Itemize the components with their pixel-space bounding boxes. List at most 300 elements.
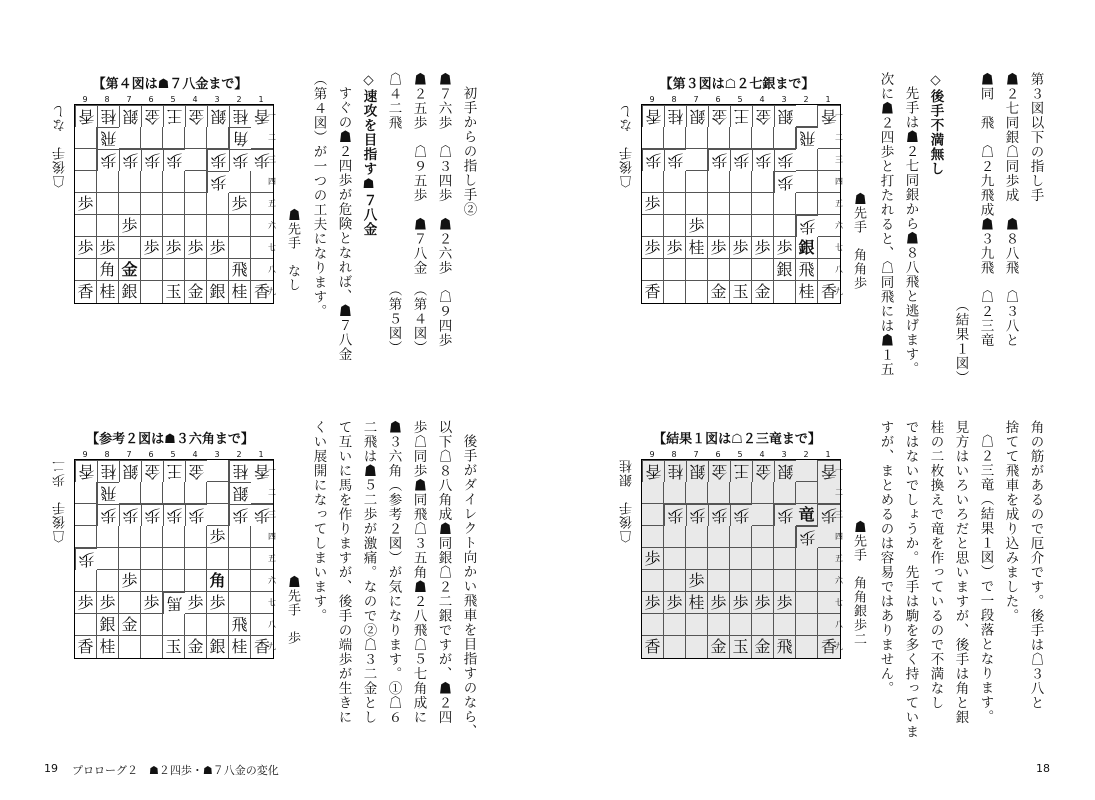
- file-number: 8: [104, 450, 110, 459]
- text-left-bottom-line-6: て互いに馬を作りますが、後手の端歩が生きに: [335, 420, 352, 725]
- gote-piece: 金: [752, 460, 774, 482]
- board-square: [185, 215, 207, 237]
- text-left-bottom-line-1: 後手がダイレクト向かい飛車を目指すのなら、: [460, 434, 477, 739]
- sente-piece: 金: [185, 636, 207, 658]
- board-square: [141, 482, 163, 504]
- board-square: [229, 237, 251, 259]
- gote-piece: 金: [185, 105, 207, 127]
- board-res1-sente-hand: ☗先手 角角銀歩二: [851, 520, 866, 646]
- gote-piece: 歩: [708, 504, 730, 526]
- sente-piece: 歩: [708, 237, 730, 259]
- sente-piece: 歩: [642, 548, 664, 570]
- sente-piece: 角: [207, 570, 229, 592]
- board-square: [796, 570, 818, 592]
- board-res1-gote-hand: ☖後手 銀桂: [620, 459, 635, 543]
- file-number: 5: [170, 450, 176, 459]
- board-square: [97, 215, 119, 237]
- board-square: [752, 171, 774, 193]
- gote-piece: 銀: [686, 105, 708, 127]
- board-square: [207, 504, 229, 526]
- board-square: [229, 171, 251, 193]
- rank-number: 六: [835, 576, 843, 585]
- board-square: [163, 570, 185, 592]
- board-square: [229, 570, 251, 592]
- board-square: [708, 259, 730, 281]
- gote-piece: 歩: [730, 149, 752, 171]
- sente-piece: 香: [253, 282, 270, 301]
- board-fig4-caption: 【第４図は☗７八金まで】: [92, 77, 248, 92]
- sente-piece: 歩: [664, 237, 686, 259]
- board-res1-ranks: [834, 459, 844, 657]
- board-square: [796, 614, 818, 636]
- sente-piece: 歩: [686, 570, 708, 592]
- board-square: [97, 548, 119, 570]
- gote-piece: 歩: [141, 149, 163, 171]
- text-right-top-line-2: ☗２七同銀☖同歩成 ☗８八飛 ☖３八と: [1002, 72, 1019, 348]
- board-square: [185, 526, 207, 548]
- file-number: 1: [825, 450, 831, 459]
- sente-piece: 歩: [119, 570, 141, 592]
- board-square: [119, 526, 141, 548]
- board-square: [141, 127, 163, 149]
- sente-piece: 歩: [97, 592, 119, 614]
- board-square: [664, 193, 686, 215]
- board-square: [119, 482, 141, 504]
- sente-piece: 香: [820, 637, 837, 656]
- gote-piece: 香: [642, 105, 664, 127]
- board-square: [75, 215, 97, 237]
- board-square: [642, 614, 664, 636]
- sente-piece: 香: [75, 636, 97, 658]
- file-number: 6: [715, 95, 721, 104]
- rank-number: 四: [835, 177, 843, 186]
- board-square: [97, 171, 119, 193]
- board-ref2-gote-hand: ☖後手 歩二: [53, 459, 68, 543]
- file-number: 2: [803, 450, 809, 459]
- sente-piece: 金: [752, 636, 774, 658]
- file-number: 5: [737, 450, 743, 459]
- board-square: [207, 482, 229, 504]
- board-square: [642, 127, 664, 149]
- sente-piece: 桂: [796, 281, 818, 303]
- gote-piece: 歩: [752, 149, 774, 171]
- gote-piece: 歩: [642, 149, 664, 171]
- text-right-top-line-6: 先手は☗２七同銀から☗８八飛と逃げます。: [902, 86, 919, 376]
- board-ref2-sente-hand: ☗先手 歩: [285, 575, 300, 645]
- text-right-top-heading: ◇後手不満無し: [927, 72, 944, 176]
- running-title: プロローグ２ ☗２四歩・☗７八金の変化: [72, 764, 279, 777]
- file-number: 2: [803, 95, 809, 104]
- board-square: [686, 281, 708, 303]
- board-fig3-caption: 【第３図は☖２七銀まで】: [659, 77, 815, 92]
- board-square: [119, 193, 141, 215]
- gote-piece: 銀: [774, 460, 796, 482]
- text-right-bottom-line-7: すが、まとめるのは容易ではありません。: [877, 420, 894, 696]
- board-square: [119, 127, 141, 149]
- gote-piece: 銀: [119, 105, 141, 127]
- sente-piece: 玉: [163, 636, 185, 658]
- file-number: 4: [192, 95, 198, 104]
- sente-piece: 歩: [141, 592, 163, 614]
- board-square: [796, 636, 818, 658]
- board-square: [774, 281, 796, 303]
- gote-piece: 飛: [97, 127, 119, 149]
- board-square: [664, 548, 686, 570]
- text-right-top-line-4: （結果１図）: [952, 298, 969, 385]
- board-square: [752, 570, 774, 592]
- board-square: [229, 215, 251, 237]
- board-square: [119, 636, 141, 658]
- sente-piece: 歩: [642, 237, 664, 259]
- board-square: [75, 504, 97, 526]
- board-square: [796, 592, 818, 614]
- gote-piece: 歩: [229, 149, 251, 171]
- file-number: 8: [671, 95, 677, 104]
- gote-piece: 飛: [796, 127, 818, 149]
- board-fig4-gote-hand: ☖後手 なし: [53, 104, 68, 188]
- sente-piece: 歩: [730, 237, 752, 259]
- file-number: 9: [649, 450, 655, 459]
- board-square: [207, 460, 229, 482]
- sente-piece: 桂: [229, 636, 251, 658]
- rank-number: 一: [268, 111, 276, 120]
- sente-piece: 玉: [730, 281, 752, 303]
- board-square: [708, 215, 730, 237]
- rank-number: 二: [835, 488, 843, 497]
- board-square: [163, 259, 185, 281]
- board-res1-caption: 【結果１図は☖２三竜まで】: [653, 432, 821, 447]
- rank-number: 六: [268, 221, 276, 230]
- text-left-top-line-1: 初手からの指し手②: [460, 86, 477, 217]
- board-square: [207, 215, 229, 237]
- board-square: [774, 127, 796, 149]
- board-square: [708, 614, 730, 636]
- sente-piece: 香: [642, 636, 664, 658]
- gote-piece: 香: [818, 460, 840, 482]
- board-square: [708, 548, 730, 570]
- board-square: [185, 127, 207, 149]
- text-left-top-line-3: ☗２五歩 ☖９五歩 ☗７八金 （第４図）: [410, 72, 427, 356]
- sente-piece: 玉: [730, 636, 752, 658]
- board-fig3: [641, 104, 841, 304]
- file-number: 7: [126, 95, 132, 104]
- board-square: [730, 482, 752, 504]
- gote-piece: 桂: [229, 105, 251, 127]
- text-left-bottom-line-2: 以下☖８八角成☗同銀☖２二銀ですが、☗２四: [435, 420, 452, 725]
- file-number: 4: [192, 450, 198, 459]
- board-square: [730, 215, 752, 237]
- gote-piece: 歩: [141, 504, 163, 526]
- board-square: [708, 570, 730, 592]
- board-square: [774, 548, 796, 570]
- file-number: 7: [693, 95, 699, 104]
- gote-piece: 歩: [207, 149, 229, 171]
- gote-piece: 銀: [774, 105, 796, 127]
- gote-piece: 角: [229, 127, 251, 149]
- sente-piece: 歩: [141, 237, 163, 259]
- text-left-top-line-7: （第４図）が一つの工夫になります。: [310, 72, 327, 319]
- file-number: 9: [649, 95, 655, 104]
- board-square: [730, 614, 752, 636]
- board-square: [75, 526, 97, 548]
- rank-number: 三: [835, 510, 843, 519]
- file-number: 2: [236, 95, 242, 104]
- sente-piece: 桂: [686, 592, 708, 614]
- board-fig3-sente-hand: ☗先手 角角歩: [851, 192, 866, 290]
- rank-number: 九: [268, 642, 276, 651]
- gote-piece: 歩: [730, 504, 752, 526]
- sente-piece: 金: [708, 281, 730, 303]
- rank-number: 四: [268, 532, 276, 541]
- rank-number: 八: [268, 265, 276, 274]
- board-square: [708, 193, 730, 215]
- gote-piece: 王: [730, 460, 752, 482]
- sente-piece: 歩: [730, 592, 752, 614]
- sente-piece: 歩: [229, 193, 251, 215]
- sente-piece: 香: [75, 281, 97, 303]
- gote-piece: 歩: [185, 504, 207, 526]
- gote-piece: 金: [708, 105, 730, 127]
- board-square: [141, 259, 163, 281]
- board-square: [141, 215, 163, 237]
- board-square: [796, 460, 818, 482]
- board-fig3-ranks: [834, 104, 844, 302]
- gote-piece: 金: [141, 105, 163, 127]
- board-square: [141, 636, 163, 658]
- board-square: [75, 259, 97, 281]
- board-square: [686, 614, 708, 636]
- board-square: [686, 171, 708, 193]
- gote-piece: 馬: [163, 592, 185, 614]
- file-number: 7: [693, 450, 699, 459]
- board-square: [752, 259, 774, 281]
- board-square: [686, 127, 708, 149]
- sente-piece: 歩: [774, 592, 796, 614]
- sente-piece: 金: [119, 259, 141, 281]
- sente-piece: 歩: [752, 237, 774, 259]
- file-number: 3: [214, 95, 220, 104]
- board-square: [752, 526, 774, 548]
- sente-piece: 歩: [163, 237, 185, 259]
- gote-piece: 歩: [774, 504, 796, 526]
- gote-piece: 歩: [75, 548, 97, 570]
- gote-piece: 歩: [664, 149, 686, 171]
- board-square: [229, 526, 251, 548]
- board-square: [686, 548, 708, 570]
- text-right-top-line-3: ☗同 飛 ☖２九飛成☗３九飛 ☖２三竜: [977, 72, 994, 348]
- board-square: [752, 548, 774, 570]
- board-square: [185, 548, 207, 570]
- text-left-top-line-6: すぐの☗２四歩が危険となれば、☗７八金: [335, 86, 352, 362]
- text-left-bottom-line-7: くい展開になってしまいます。: [310, 420, 327, 623]
- board-square: [141, 193, 163, 215]
- sente-piece: 桂: [686, 237, 708, 259]
- board-ref2-ranks: [267, 459, 277, 657]
- sente-piece: 飛: [796, 259, 818, 281]
- rank-number: 五: [268, 554, 276, 563]
- board-square: [796, 171, 818, 193]
- board-square: [796, 548, 818, 570]
- sente-piece: 金: [708, 636, 730, 658]
- gote-piece: 歩: [686, 504, 708, 526]
- sente-piece: 玉: [163, 281, 185, 303]
- board-square: [664, 570, 686, 592]
- file-number: 3: [781, 95, 787, 104]
- board-square: [185, 149, 207, 171]
- text-right-top-line-1: 第３図以下の指し手: [1027, 72, 1044, 203]
- board-square: [141, 570, 163, 592]
- board-square: [141, 526, 163, 548]
- board-square: [664, 259, 686, 281]
- rank-number: 二: [835, 133, 843, 142]
- rank-number: 六: [268, 576, 276, 585]
- gote-piece: 香: [251, 460, 273, 482]
- rank-number: 七: [835, 243, 843, 252]
- board-square: [229, 548, 251, 570]
- rank-number: 七: [835, 598, 843, 607]
- board-square: [185, 171, 207, 193]
- board-square: [229, 592, 251, 614]
- board-square: [163, 215, 185, 237]
- gote-piece: 銀: [207, 105, 229, 127]
- board-ref2: [74, 459, 274, 659]
- sente-piece: 歩: [119, 215, 141, 237]
- board-square: [207, 193, 229, 215]
- board-square: [664, 127, 686, 149]
- gote-piece: 銀: [229, 482, 251, 504]
- board-square: [752, 215, 774, 237]
- file-number: 6: [715, 450, 721, 459]
- gote-piece: 王: [163, 460, 185, 482]
- board-square: [97, 526, 119, 548]
- board-square: [163, 127, 185, 149]
- sente-piece: 金: [119, 614, 141, 636]
- rank-number: 二: [268, 488, 276, 497]
- gote-piece: 歩: [163, 504, 185, 526]
- gote-piece: 桂: [229, 460, 251, 482]
- file-number: 9: [82, 95, 88, 104]
- file-number: 4: [759, 450, 765, 459]
- file-number: 1: [258, 450, 264, 459]
- sente-piece: 歩: [75, 237, 97, 259]
- gote-piece: 歩: [774, 171, 796, 193]
- file-number: 6: [148, 450, 154, 459]
- gote-piece: 飛: [97, 482, 119, 504]
- gote-piece: 歩: [119, 149, 141, 171]
- board-square: [642, 215, 664, 237]
- sente-piece: 歩: [774, 237, 796, 259]
- rank-number: 一: [835, 111, 843, 120]
- gote-piece: 歩: [818, 504, 840, 526]
- board-square: [642, 259, 664, 281]
- text-left-bottom-line-5: 二飛は☗５二歩が激痛。なので②☖３二金とし: [360, 420, 377, 725]
- board-square: [185, 570, 207, 592]
- board-square: [97, 193, 119, 215]
- board-square: [119, 548, 141, 570]
- rank-number: 九: [835, 287, 843, 296]
- board-square: [752, 193, 774, 215]
- text-right-bottom-line-1: 角の筋があるので厄介です。後手は☖３八と: [1027, 420, 1044, 710]
- board-square: [141, 281, 163, 303]
- board-square: [642, 504, 664, 526]
- board-square: [730, 259, 752, 281]
- sente-piece: 銀: [207, 636, 229, 658]
- board-square: [141, 171, 163, 193]
- board-res1: [641, 459, 841, 659]
- rank-number: 五: [835, 554, 843, 563]
- gote-piece: 歩: [97, 504, 119, 526]
- rank-number: 四: [835, 532, 843, 541]
- gote-piece: 歩: [251, 149, 273, 171]
- text-right-top-line-7: 次に☗２四歩と打たれると、☖同飛には☗１五: [877, 72, 894, 377]
- text-right-bottom-line-5: 桂の二枚換えで竜を作っているので不満なし: [927, 420, 944, 710]
- rank-number: 八: [835, 620, 843, 629]
- board-square: [141, 614, 163, 636]
- board-square: [730, 127, 752, 149]
- board-square: [163, 548, 185, 570]
- sente-piece: 歩: [686, 215, 708, 237]
- board-square: [774, 526, 796, 548]
- board-square: [75, 614, 97, 636]
- gote-piece: 歩: [251, 504, 273, 526]
- rank-number: 三: [268, 510, 276, 519]
- board-square: [796, 482, 818, 504]
- sente-piece: 角: [97, 259, 119, 281]
- file-number: 8: [671, 450, 677, 459]
- board-fig3-gote-hand: ☖後手 なし: [620, 104, 635, 188]
- rank-number: 五: [835, 199, 843, 208]
- file-number: 6: [148, 95, 154, 104]
- sente-piece: 桂: [97, 636, 119, 658]
- gote-piece: 銀: [686, 460, 708, 482]
- board-square: [730, 193, 752, 215]
- board-square: [207, 614, 229, 636]
- rank-number: 七: [268, 243, 276, 252]
- gote-piece: 香: [251, 105, 273, 127]
- gote-piece: 歩: [229, 504, 251, 526]
- file-number: 8: [104, 95, 110, 104]
- file-number: 1: [258, 95, 264, 104]
- gote-piece: 金: [141, 460, 163, 482]
- board-square: [796, 105, 818, 127]
- board-square: [774, 215, 796, 237]
- board-square: [752, 504, 774, 526]
- file-number: 3: [214, 450, 220, 459]
- board-square: [75, 570, 97, 592]
- board-square: [686, 636, 708, 658]
- rank-number: 七: [268, 598, 276, 607]
- rank-number: 五: [268, 199, 276, 208]
- board-square: [774, 193, 796, 215]
- board-square: [664, 636, 686, 658]
- board-square: [774, 482, 796, 504]
- board-square: [686, 193, 708, 215]
- rank-number: 三: [268, 155, 276, 164]
- gote-piece: 歩: [796, 526, 818, 548]
- sente-piece: 金: [752, 281, 774, 303]
- gote-piece: 歩: [119, 504, 141, 526]
- board-square: [686, 259, 708, 281]
- board-square: [163, 171, 185, 193]
- sente-piece: 竜: [796, 504, 818, 526]
- text-left-top-heading: ◇速攻を目指す☗７八金: [360, 72, 377, 237]
- sente-piece: 歩: [207, 526, 229, 548]
- board-square: [97, 570, 119, 592]
- rank-number: 八: [835, 265, 843, 274]
- board-square: [207, 127, 229, 149]
- gote-piece: 香: [818, 105, 840, 127]
- board-square: [708, 482, 730, 504]
